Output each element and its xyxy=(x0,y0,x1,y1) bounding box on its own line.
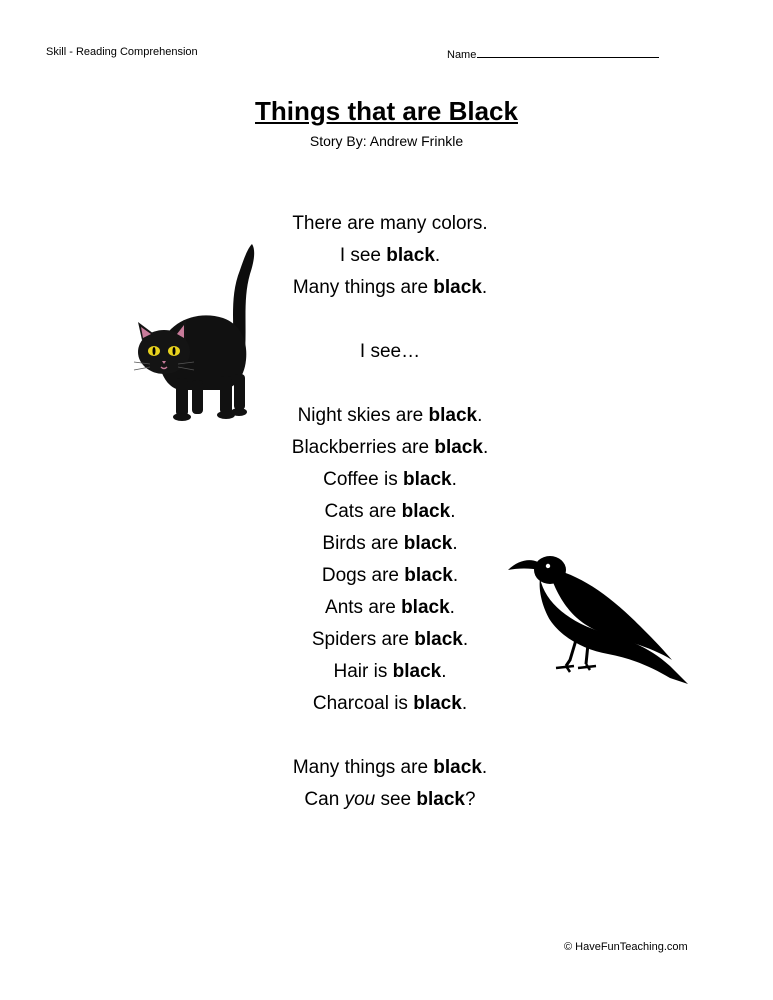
story-line: Many things are black. xyxy=(292,757,488,778)
name-label: Name xyxy=(447,49,477,61)
crow-icon xyxy=(500,548,695,688)
story-line: I see black. xyxy=(339,245,441,266)
story-line: Coffee is black. xyxy=(323,469,457,490)
page-title: Things that are Black xyxy=(255,96,518,126)
story-line: Ants are black. xyxy=(325,597,455,618)
story-line: Many things are black. xyxy=(292,277,488,298)
story-line: Birds are black. xyxy=(322,533,458,554)
story-line: Cats are black. xyxy=(324,501,456,522)
name-line xyxy=(477,46,659,58)
story-line: Night skies are black. xyxy=(297,405,483,426)
story-line: Charcoal is black. xyxy=(312,693,468,714)
copyright-footer: © HaveFunTeaching.com xyxy=(564,941,688,953)
story-line: Spiders are black. xyxy=(311,629,469,650)
story-line: Hair is black. xyxy=(333,661,447,682)
story-line: I see… xyxy=(359,341,421,362)
story-line: Blackberries are black. xyxy=(291,437,489,458)
skill-label: Skill - Reading Comprehension xyxy=(46,46,198,58)
black-cat-icon xyxy=(128,240,268,430)
story-line: Can you see black? xyxy=(304,789,476,810)
byline: Story By: Andrew Frinkle xyxy=(309,133,464,149)
name-field xyxy=(447,46,659,61)
story-line: There are many colors. xyxy=(292,213,488,234)
story-line: Dogs are black. xyxy=(321,565,459,586)
